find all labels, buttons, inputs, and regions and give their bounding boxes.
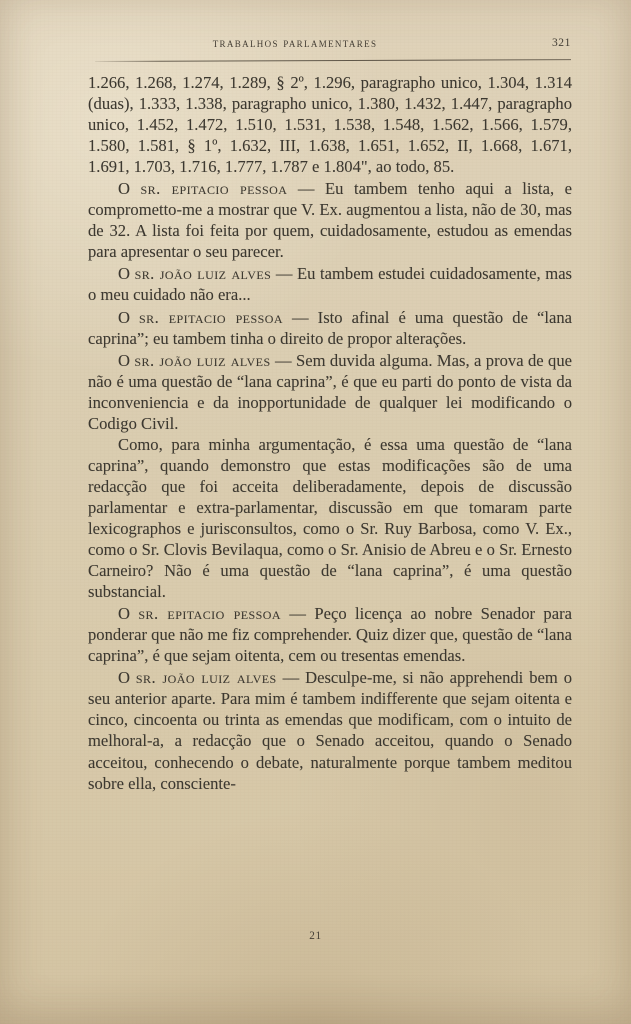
paragraph-text: Isto afinal é uma questão de “lana caprina”; eu tambem tinha o direito de propor alterações. [88,307,572,348]
speaker-title: sr. [134,350,160,370]
speaker-prefix: O [118,179,141,199]
paragraph-speech-joao-1 [88,263,572,305]
paragraph-text: Sem duvida alguma. Mas, a prova de que não é uma questão de “lana caprina”, é que eu parti do ponto de vista da inconveniencia e da inopportunidade de qualquer lei modificando o Codigo Civil. [88,350,573,433]
speaker-name: epitacio pessoa [167,604,281,624]
paragraph-text: Desculpe-me, si não apprehendi bem o seu anterior aparte. Para mim é tambem indifferente que sejam oitenta e cinco, cincoenta ou trinta as emendas que modificam, com o intuito de melhoral-a, a redacção que o Senado acceitou, quando o Senado acceitou, conhecendo o debate, naturalmente porque tambem meditou sobre ella, consciente- [88,668,573,793]
running-head [95,36,571,60]
paragraph-speech-epitacio-1 [88,178,572,262]
speaker-dash: — [287,179,325,199]
speaker-title: sr. [135,668,163,688]
speaker-dash: — [282,307,318,327]
paragraph-text: Eu tambem estudei cuidadosamente, mas o meu cuidado não era... [88,264,573,305]
paragraph-text: Eu tambem tenho aqui a lista, e comprometto-me a mostrar que V. Ex. augmentou a lista, não de 30, mas de 32. A lista foi feita por quem, cuidadosamente, estudou as emendas para apresentar o seu parecer. [88,179,573,262]
speaker-prefix: O [118,604,139,624]
speaker-title: sr. [134,264,160,284]
signature-mark: 21 [309,930,322,942]
speaker-prefix: O [118,307,140,327]
speaker-name: joão luiz alves [159,264,272,284]
running-head-title: trabalhos parlamentares [212,36,378,50]
body-text-column [88,72,572,795]
page-folio-number: 321 [551,37,571,49]
paragraph-speech-joao-2 [88,350,572,434]
paragraph-amendment-number-list [88,72,572,177]
paragraph-speech-epitacio-2 [88,307,572,349]
speaker-name: epitacio pessoa [171,179,288,199]
paragraph-text: Peço licença ao nobre Senador para ponderar que não me fiz comprehender. Quiz dizer que, questão de “lana caprina”, é que sejam oitenta, cem ou tresentas emendas. [88,604,572,666]
speaker-prefix: O [118,668,136,688]
speaker-dash: — [271,264,298,284]
paragraph-text: Como, para minha argumentação, é essa uma questão de “lana caprina”, quando demonstro que estas modificações são de uma redacção que foi acceita deliberadamente, depois de discussão parlamentar e extra-parlamentar, discussão em que tomaram parte lexicographos e jurisconsultos, como o Sr. Ruy Barbosa, como V. Ex., como o Sr. Clovis Bevilaqua, como o Sr. Anisio de Abreu e o Sr. Ernesto Carneiro? Não é uma questão de “lana caprina”, é uma questão substancial. [88,434,572,602]
paragraph-text: 1.266, 1.268, 1.274, 1.289, § 2º, 1.296, paragrapho unico, 1.304, 1.314 (duas), 1.333, 1.338, paragrapho unico, 1.380, 1.432, 1.447, paragrapho unico, 1.452, 1.472, 1.510, 1.531, 1.538, 1.548, 1.562, 1.566, 1.579, 1.580, 1.581, § 1º, 1.632, III, 1.638, 1.651, 1.652, II, 1.668, 1.671, 1.691, 1.703, 1.716, 1.777, 1.787 e 1.804", ao todo, 85. [88,73,572,177]
paragraph-speech-joao-2-continuation [88,434,572,602]
speaker-prefix: O [118,350,135,370]
speaker-title: sr. [140,179,172,199]
speaker-name: joão luiz alves [162,668,277,688]
speaker-dash: — [270,350,296,370]
speaker-prefix: O [118,264,135,284]
speaker-name: epitacio pessoa [168,307,283,327]
speaker-dash: — [280,604,315,624]
paragraph-speech-epitacio-3 [88,603,572,666]
paragraph-speech-joao-3 [88,667,572,793]
speaker-title: sr. [138,604,168,624]
speaker-name: joão luiz alves [159,350,271,370]
speaker-dash: — [276,668,306,688]
speaker-title: sr. [139,307,169,327]
